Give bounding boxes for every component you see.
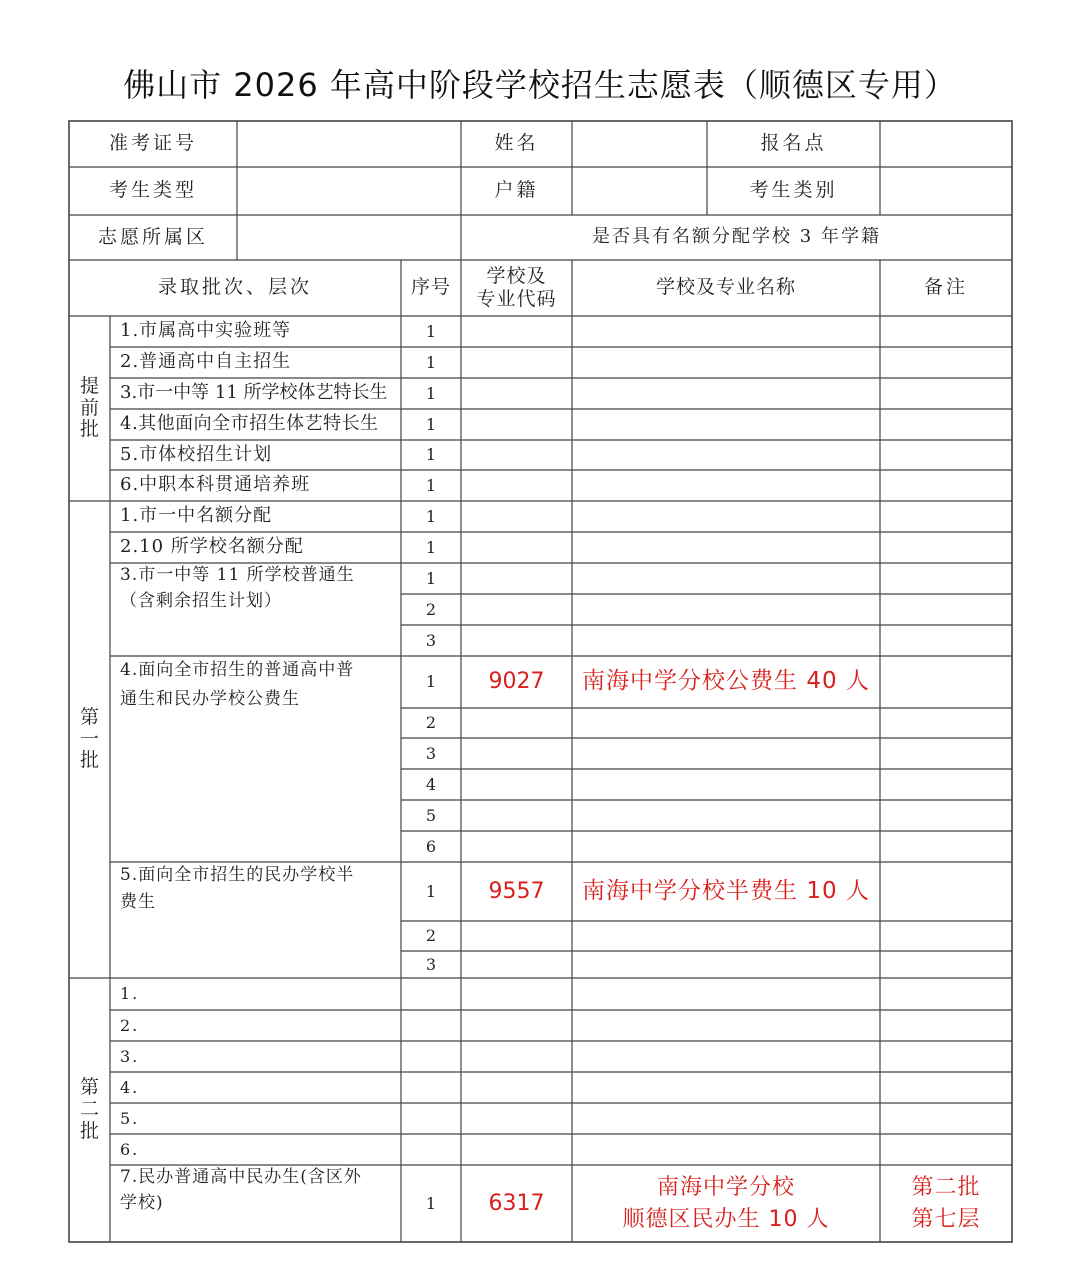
entry-remark-line: 第二批 xyxy=(911,1174,981,1200)
first-item xyxy=(110,862,401,978)
first-item-line: 4.面向全市招生的普通高中普 xyxy=(120,660,355,680)
exam-no-label: 准考证号 xyxy=(108,132,197,155)
candidate-type-label: 考生类型 xyxy=(108,179,197,202)
second-item: 2. xyxy=(120,1015,140,1035)
first-item-line: 3.市一中等 11 所学校普通生 xyxy=(120,565,355,585)
candidate-category-field[interactable] xyxy=(880,167,1012,215)
batch-second-char: 二 xyxy=(79,1098,99,1121)
seq-number: 1 xyxy=(425,475,437,495)
seq-number: 6 xyxy=(425,836,437,856)
col-batch-level: 录取批次、层次 xyxy=(157,276,312,299)
seq-number: 2 xyxy=(425,599,437,619)
seq-number: 4 xyxy=(425,774,437,794)
first-item-line: 费生 xyxy=(120,892,156,913)
district-label: 志愿所属区 xyxy=(97,225,208,248)
entry-code[interactable]: 9557 xyxy=(488,878,545,904)
second-item-line: 7.民办普通高中民办生(含区外 xyxy=(120,1167,362,1187)
batch-second-char: 第 xyxy=(79,1076,99,1099)
first-item-line: 5.面向全市招生的民办学校半 xyxy=(120,865,355,885)
batch-early-char: 批 xyxy=(79,418,99,441)
second-item: 4. xyxy=(120,1077,140,1097)
early-item: 4.其他面向全市招生体艺特长生 xyxy=(120,413,379,435)
col-code-line1: 学校及 xyxy=(486,265,547,288)
seq-number: 1 xyxy=(425,881,437,901)
seq-number: 1 xyxy=(425,321,437,341)
col-seq: 序号 xyxy=(410,276,451,299)
first-item-line: 通生和民办学校公费生 xyxy=(120,688,300,709)
second-item xyxy=(110,1165,401,1242)
batch-first xyxy=(69,501,110,978)
quota-label: 是否具有名额分配学校 3 年学籍 xyxy=(592,226,881,248)
batch-first-char: 批 xyxy=(79,749,99,772)
entry-remark-line: 第七层 xyxy=(911,1206,981,1232)
early-item: 3.市一中等 11 所学校体艺特长生 xyxy=(120,382,388,404)
first-item xyxy=(110,563,401,656)
early-item: 1.市属高中实验班等 xyxy=(120,320,292,342)
seq-number: 5 xyxy=(425,805,437,825)
first-item: 2.10 所学校名额分配 xyxy=(120,536,304,558)
candidate-type-field[interactable] xyxy=(237,167,461,215)
batch-early-char: 提 xyxy=(79,374,99,397)
col-code-line2: 专业代码 xyxy=(476,288,557,310)
district-field[interactable] xyxy=(237,215,461,260)
form-title: 佛山市 2026 年高中阶段学校招生志愿表（顺德区专用） xyxy=(123,66,957,104)
second-item: 3. xyxy=(120,1046,140,1066)
seq-number: 2 xyxy=(425,926,437,946)
seq-number: 1 xyxy=(425,568,437,588)
second-item: 1. xyxy=(120,984,140,1004)
batch-second xyxy=(69,978,110,1242)
batch-early-char: 前 xyxy=(79,396,99,419)
batch-second-char: 批 xyxy=(79,1119,99,1142)
seq-number: 1 xyxy=(425,672,437,692)
entry-name-line: 顺德区民办生 10 人 xyxy=(622,1206,830,1232)
household-field[interactable] xyxy=(572,167,707,215)
second-item: 6. xyxy=(120,1139,140,1159)
early-item: 6.中职本科贯通培养班 xyxy=(120,474,311,496)
seq-number: 3 xyxy=(425,743,437,763)
first-item-line: （含剩余招生计划） xyxy=(120,590,282,611)
col-code xyxy=(461,260,572,316)
col-remark: 备注 xyxy=(923,276,968,299)
exam-no-field[interactable] xyxy=(237,121,461,167)
entry-school-name[interactable]: 南海中学分校公费生 40 人 xyxy=(582,668,870,695)
first-item: 1.市一中名额分配 xyxy=(120,505,273,527)
name-field[interactable] xyxy=(572,121,707,167)
second-item: 5. xyxy=(120,1108,140,1128)
entry-school-name[interactable] xyxy=(572,1165,880,1242)
early-item: 5.市体校招生计划 xyxy=(120,443,273,465)
batch-first-char: 第 xyxy=(79,705,99,728)
early-item: 2.普通高中自主招生 xyxy=(120,351,292,373)
reg-point-label: 报名点 xyxy=(760,132,827,155)
seq-number: 1 xyxy=(425,445,437,465)
household-label: 户籍 xyxy=(494,179,539,202)
col-school-name: 学校及专业名称 xyxy=(655,276,796,299)
entry-code[interactable]: 9027 xyxy=(488,669,545,695)
batch-first-char: 一 xyxy=(79,727,99,750)
entry-school-name[interactable]: 南海中学分校半费生 10 人 xyxy=(582,877,870,904)
seq-number: 3 xyxy=(425,954,437,974)
seq-number: 3 xyxy=(425,630,437,650)
candidate-category-label: 考生类别 xyxy=(749,179,838,202)
seq-number: 1 xyxy=(425,1193,437,1213)
seq-number: 1 xyxy=(425,414,437,434)
second-item-line: 学校) xyxy=(120,1192,164,1213)
name-label: 姓名 xyxy=(494,132,539,155)
seq-number: 1 xyxy=(425,506,437,526)
reg-point-field[interactable] xyxy=(880,121,1012,167)
first-item xyxy=(110,656,401,862)
batch-early xyxy=(69,316,110,501)
seq-number: 1 xyxy=(425,352,437,372)
seq-number: 2 xyxy=(425,713,437,733)
entry-code[interactable]: 6317 xyxy=(488,1190,545,1216)
entry-remark[interactable] xyxy=(880,1165,1012,1242)
seq-number: 1 xyxy=(425,383,437,403)
seq-number: 1 xyxy=(425,537,437,557)
entry-name-line: 南海中学分校 xyxy=(656,1174,795,1200)
